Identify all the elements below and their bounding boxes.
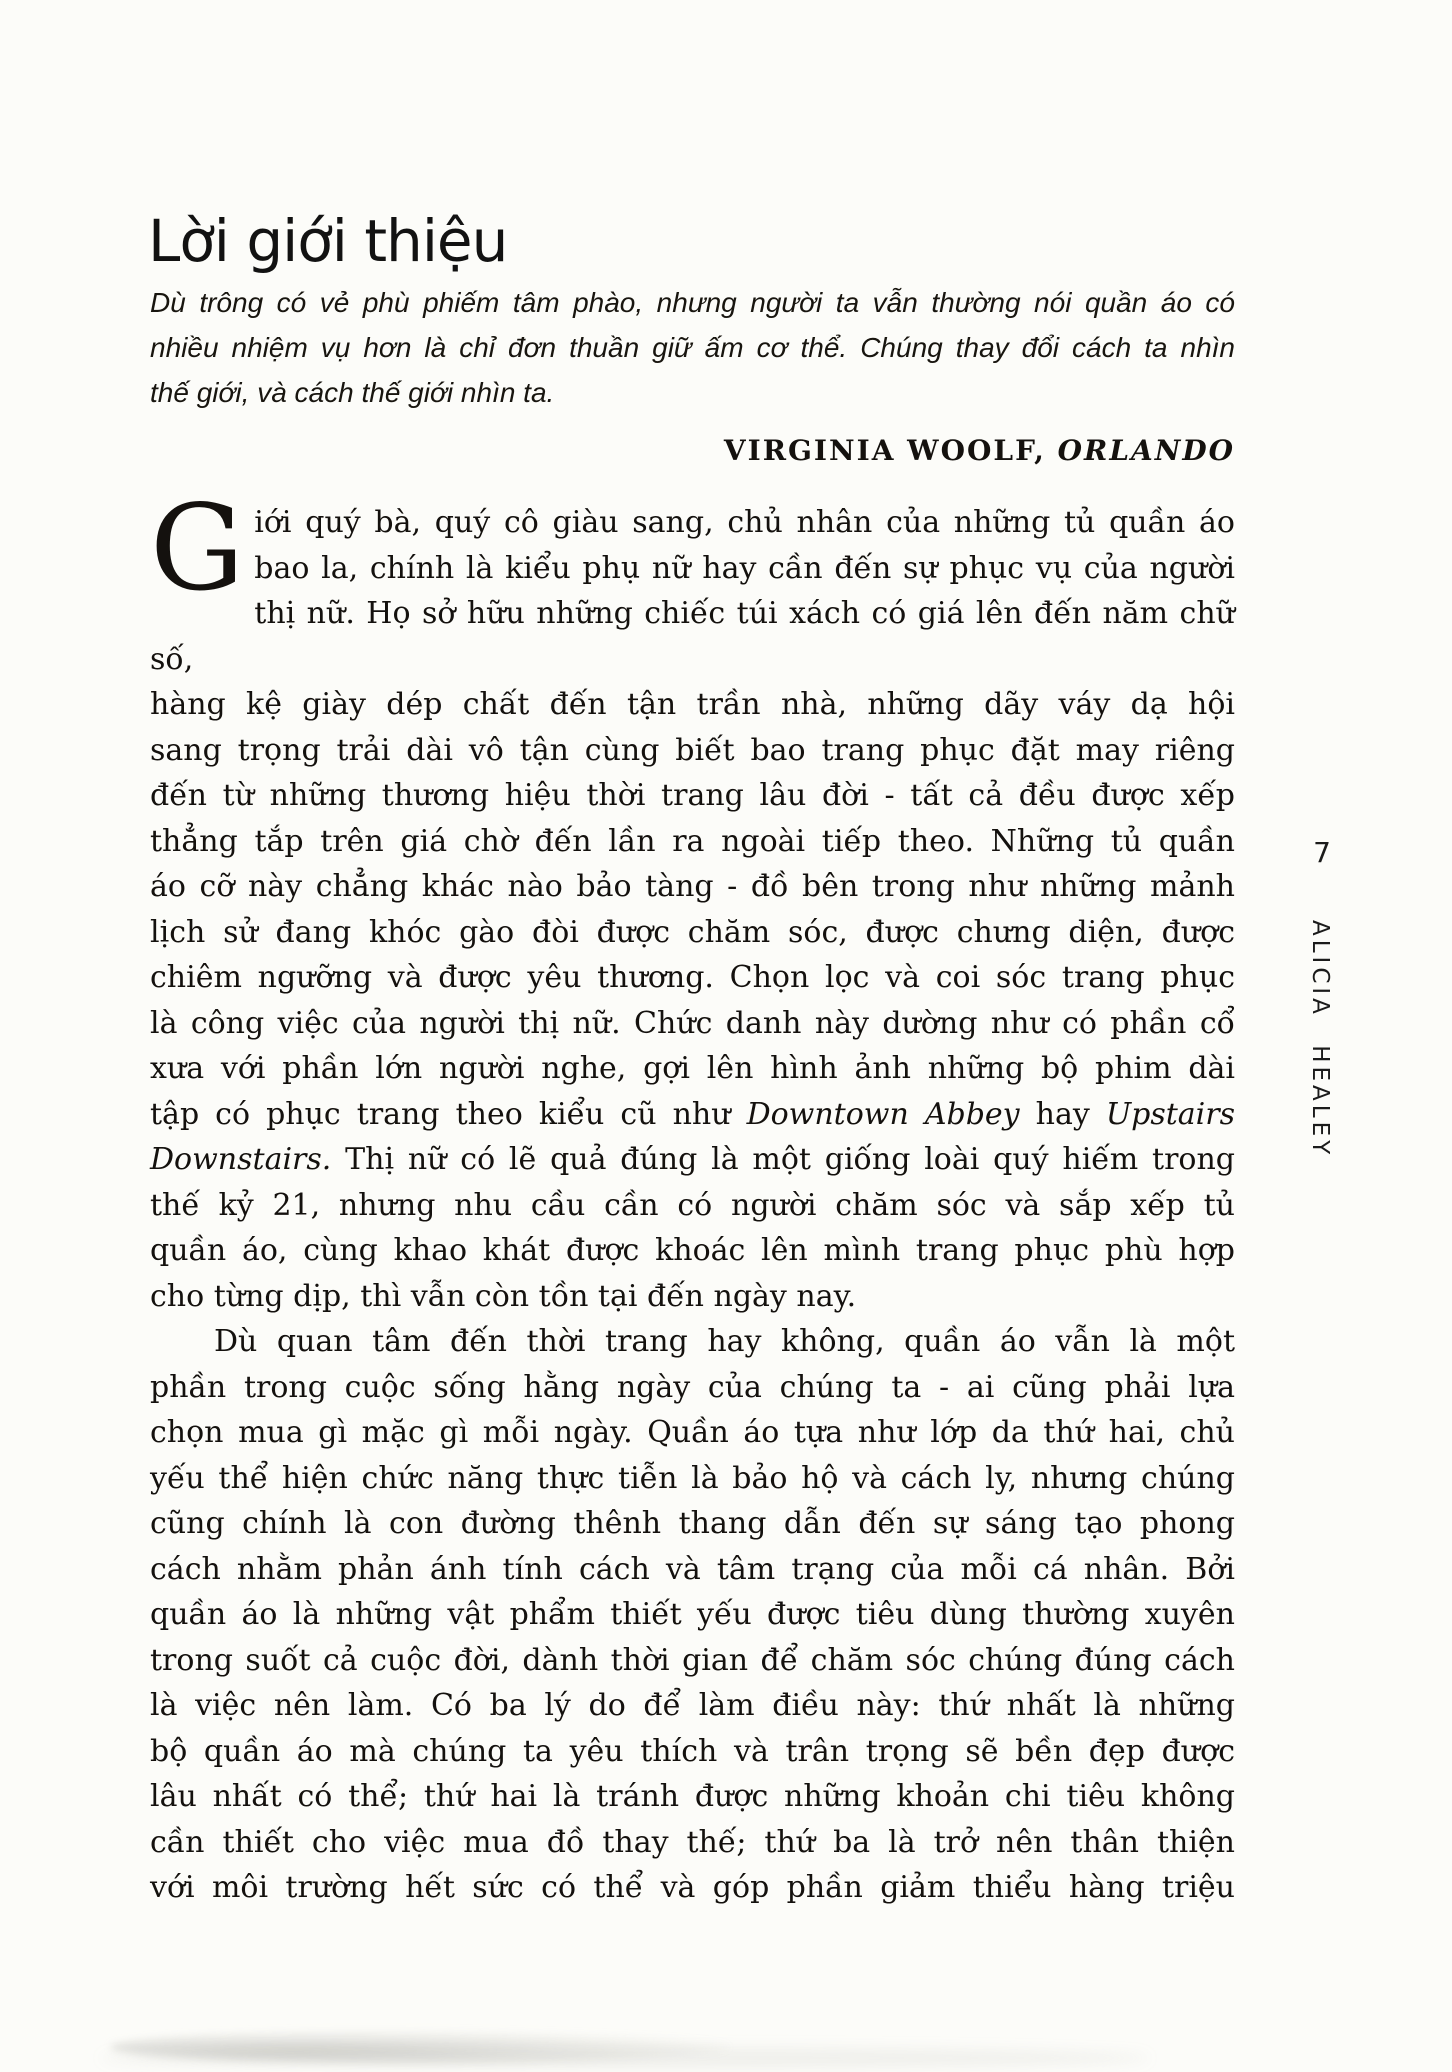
text-line: chiêm ngưỡng và được yêu thương. Chọn lọc và coi sóc trang phục: [150, 960, 1235, 995]
text-line: đến từ những thương hiệu thời trang lâu đời - tất cả đều được xếp: [150, 778, 1235, 813]
epigraph-attribution: [150, 434, 1235, 467]
text-line: tập có phục trang theo kiểu cũ như Downtown Abbey hay Upstairs: [150, 1096, 1235, 1132]
text-line: cũng chính là con đường thênh thang dẫn đến sự sáng tạo phong: [150, 1506, 1235, 1541]
scan-artifact-faint: [100, 2048, 1150, 2068]
text-line: quần áo, cùng khao khát được khoác lên mình trang phục phù hợp: [150, 1233, 1235, 1268]
text-line: phần trong cuộc sống hằng ngày của chúng ta - ai cũng phải lựa: [150, 1369, 1235, 1405]
chapter-title: Lời giới thiệu: [148, 206, 508, 275]
text-line: iới quý bà, quý cô giàu sang, chủ nhân của những tủ quần áo: [254, 505, 1235, 540]
text-line: thị nữ. Họ sở hữu những chiếc túi xách có giá lên đến năm chữ số,: [150, 596, 1235, 677]
text-line: cần thiết cho việc mua đồ thay thế; thứ ba là trở nên thân thiện: [150, 1824, 1235, 1860]
author-name-vertical: ALICIA HEALEY: [1307, 920, 1333, 1159]
text-line: yếu thể hiện chức năng thực tiễn là bảo hộ và cách ly, nhưng chúng: [150, 1460, 1235, 1496]
text-line: nhiều nhiệm vụ hơn là chỉ đơn thuần giữ ấm cơ thể. Chúng thay đổi cách ta nhìn: [150, 332, 1235, 363]
body-text: [150, 479, 1235, 1911]
text-line: cách nhằm phản ánh tính cách và tâm trạng của mỗi cá nhân. Bởi: [150, 1551, 1235, 1587]
text-line: bao la, chính là kiểu phụ nữ hay cần đến sự phục vụ của người: [254, 550, 1235, 586]
text-line: xưa với phần lớn người nghe, gợi lên hình ảnh những bộ phim dài: [150, 1051, 1235, 1086]
text-line: chọn mua gì mặc gì mỗi ngày. Quần áo tựa như lớp da thứ hai, chủ: [150, 1415, 1235, 1450]
text-line: thẳng tắp trên giá chờ đến lần ra ngoài tiếp theo. Những tủ quần: [150, 823, 1235, 859]
text-line: thế giới, và cách thế giới nhìn ta.: [150, 377, 555, 408]
text-line: trong suốt cả cuộc đời, dành thời gian để chăm sóc chúng đúng cách: [150, 1642, 1235, 1678]
attribution-author: VIRGINIA WOOLF,: [723, 434, 1058, 467]
text-line: Downstairs. Thị nữ có lẽ quả đúng là một giống loài quý hiếm trong: [150, 1142, 1235, 1177]
text-line: lâu nhất có thể; thứ hai là tránh được những khoản chi tiêu không: [150, 1779, 1235, 1814]
drop-cap: G: [150, 479, 245, 617]
text-line: thế kỷ 21, nhưng nhu cầu cần có người chăm sóc và sắp xếp tủ: [150, 1187, 1235, 1223]
text-line: Dù quan tâm đến thời trang hay không, quần áo vẫn là một: [214, 1324, 1235, 1359]
text-line: Dù trông có vẻ phù phiếm tâm phào, nhưng người ta vẫn thường nói quần áo có: [150, 287, 1235, 318]
page-number: 7: [1313, 836, 1331, 869]
text-line: hàng kệ giày dép chất đến tận trần nhà, những dãy váy dạ hội: [150, 687, 1235, 722]
paragraph-2: [150, 1319, 1235, 1911]
text-line: bộ quần áo mà chúng ta yêu thích và trân trọng sẽ bền đẹp được: [150, 1733, 1235, 1769]
text-line: lịch sử đang khóc gào đòi được chăm sóc, được chưng diện, được: [150, 914, 1235, 950]
text-line: sang trọng trải dài vô tận cùng biết bao trang phục đặt may riêng: [150, 732, 1235, 768]
text-line: với môi trường hết sức có thể và góp phần giảm thiểu hàng triệu: [150, 1870, 1235, 1905]
text-line: quần áo là những vật phẩm thiết yếu được tiêu dùng thường xuyên: [150, 1597, 1235, 1632]
text-line: là công việc của người thị nữ. Chức danh này dường như có phần cổ: [150, 1005, 1235, 1041]
text-line: là việc nên làm. Có ba lý do để làm điều này: thứ nhất là những: [150, 1688, 1235, 1723]
paragraph-1: [150, 479, 1235, 1319]
epigraph-quote: [150, 280, 1235, 415]
text-line: cho từng dịp, thì vẫn còn tồn tại đến ngày nay.: [150, 1278, 857, 1314]
text-line: áo cỡ này chẳng khác nào bảo tàng - đồ bên trong như những mảnh: [150, 869, 1235, 904]
attribution-work-title: ORLANDO: [1057, 434, 1235, 467]
